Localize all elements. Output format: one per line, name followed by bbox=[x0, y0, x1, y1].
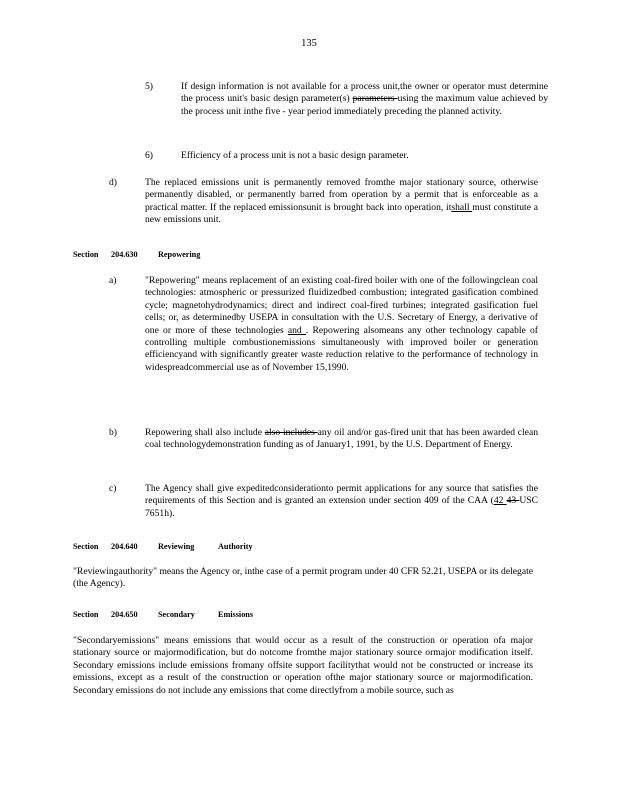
section-heading-204-640: Section 204.640 Reviewing Authority bbox=[73, 542, 253, 551]
item-text: The Agency shall give expeditedconsiderationto permit applications for any source that satisfies the requirements of this Section and is granted an extension under section 409 of the CAA (42 43 USC 7651h). bbox=[145, 483, 538, 519]
struck-text: 43 bbox=[506, 495, 520, 507]
underlined-text: 42 bbox=[493, 495, 507, 507]
item-label: c) bbox=[109, 483, 117, 494]
reviewing-authority-paragraph: "Reviewingauthority" means the Agency or, inthe case of a permit program under 40 CFR 52.21, USEPA or its delegate (the Agency). bbox=[73, 566, 533, 590]
page-number: 135 bbox=[301, 38, 317, 49]
item-text: Repowering shall also include also includes any oil and/or gas-fired unit that has been awarded clean coal technologydemonstration funding as of January1, 1991, by the U.S. Department of Energy. bbox=[145, 427, 538, 451]
item-label: d) bbox=[109, 177, 117, 188]
secondary-emissions-paragraph: "Secondaryemissions" means emissions that would occur as a result of the construction or operation ofa major stationary source or majormodification, but do notcome fromthe major stationary source ormajor modification itself. Secondary emissions include emissions fromany offsite support facilitythat would not be constructed or increase its emissions, except as a result of the construction or operation ofthe major stationary source or majormodification. Secondary emissions do not include any emissions that come directlyfrom a mobile source, such as bbox=[73, 635, 533, 696]
item-label: b) bbox=[109, 427, 117, 438]
item-text: "Repowering" means replacement of an existing coal-fired boiler with one of the followingclean coal technologies: atmospheric or pressurized fluidizedbed combustion; integrated gasification combined cycle; magnetohydrodynamics; direct and indirect coal-fired turbines; integrated gasification fuel cells; or, as determinedby USEPA in consultation with the U.S. Secretary of Energy, a derivative of one or more of these technologies and . Repowering alsomeans any other technology capable of controlling multiple combustionemissions simultaneously with improved boiler or generation efficiencyand with significantly greater waste reduction relative to the performance of technology in widespreadcommercial use as of November 15,1990. bbox=[145, 275, 538, 373]
item-label: a) bbox=[109, 275, 117, 286]
item-text: If design information is not available for a process unit,the owner or operator must determine the process unit's basic design parameter(s) parameters using the maximum value achieved by the process unit inthe five - year period immediately preceding the planned activity. bbox=[181, 81, 549, 117]
item-text: Efficiency of a process unit is not a basic design parameter. bbox=[181, 150, 409, 161]
item-label: 6) bbox=[145, 150, 153, 161]
section-heading-204-650: Section 204.650 Secondary Emissions bbox=[73, 610, 254, 619]
underlined-text: and bbox=[287, 324, 306, 336]
section-heading-204-630: Section 204.630 Repowering bbox=[73, 250, 201, 259]
item-label: 5) bbox=[145, 81, 153, 92]
underlined-text: shall bbox=[451, 201, 473, 213]
struck-text: parameters bbox=[352, 93, 398, 105]
item-text: The replaced emissions unit is permanently removed fromthe major stationary source, otherwise permanently disabled, or permanently barred from operation by a permit that is enforceable as a practical matter. If the replaced emissionsunit is brought back into operation, itshall must constitute a new emissions unit. bbox=[145, 177, 538, 226]
struck-text: also includes bbox=[264, 427, 318, 438]
